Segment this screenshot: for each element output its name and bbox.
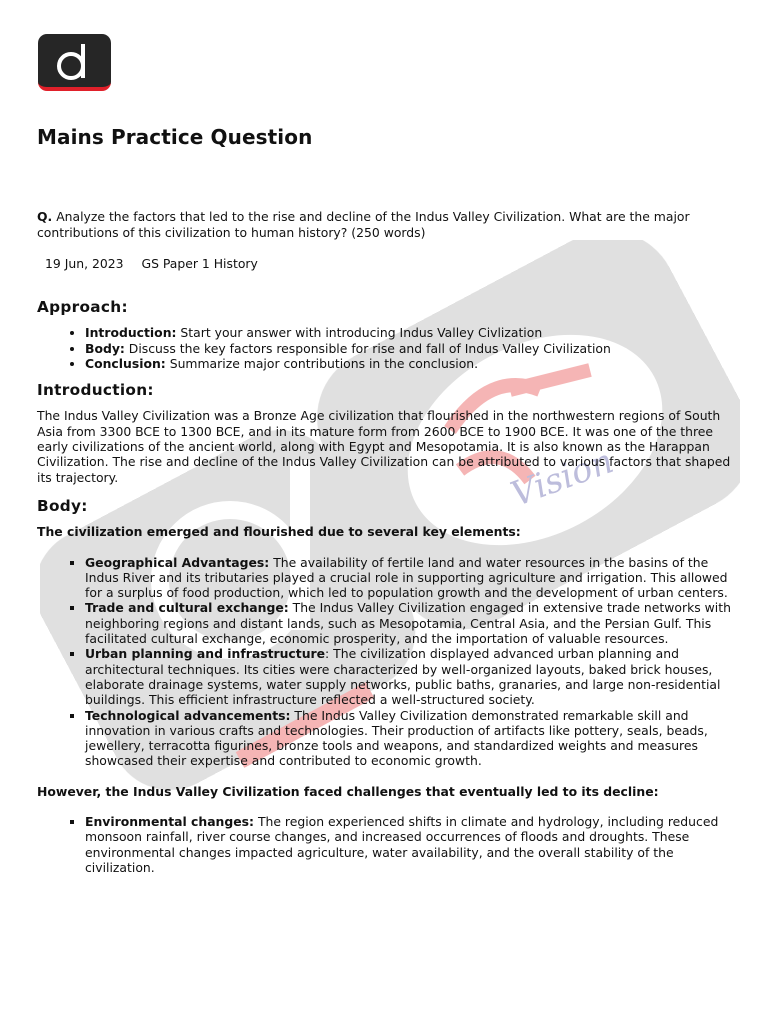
drishti-logo: [38, 34, 111, 91]
question-prefix: Q.: [37, 209, 53, 224]
list-item: ▪ Urban planning and infrastructure: The civilization displayed advanced urban planning and architectural techniques. Its cities were characterized by well-organized layouts, baked brick houses, elaborate drainage systems, water supply networks, public baths, granaries, and large non-residential buildings. This efficient infrastructure reflected a well-structured society.: [85, 646, 737, 707]
approach-heading: Approach:: [37, 298, 128, 316]
list-item: • Introduction: Start your answer with introducing Indus Valley Civlization: [85, 325, 737, 340]
list-item: ▪ Geographical Advantages: The availability of fertile land and water resources in the basins of the Indus River and its tributaries played a crucial role in supporting agriculture and irrigation. This allowed for a surplus of food production, which led to population growth and the development of urban centers.: [85, 555, 737, 601]
introduction-heading: Introduction:: [37, 381, 154, 400]
question-text: Analyze the factors that led to the rise and decline of the Indus Valley Civilization. What are the major contributions of this civilization to human history? (250 words): [37, 209, 690, 240]
introduction-text: The Indus Valley Civilization was a Bronze Age civilization that flourished in the northwestern regions of South Asia from 3300 BCE to 1300 BCE, and in its mature form from 2600 BCE to 1900 BCE. It was one of the three early civilizations of the ancient world, along with Egypt and Mesopotamia. It is also known as the Harappan Civilization. The rise and decline of the Indus Valley Civilization can be attributed to various factors that shaped its trajectory.: [37, 408, 731, 485]
question-paper-tag[interactable]: GS Paper 1 History: [141, 256, 258, 271]
list-item: • Body: Discuss the key factors responsible for rise and fall of Indus Valley Civilization: [85, 341, 737, 356]
approach-list: [37, 325, 737, 371]
decline-intro: However, the Indus Valley Civilization faced challenges that eventually led to its decline:: [37, 783, 659, 799]
list-item: • Conclusion: Summarize major contributions in the conclusion.: [85, 356, 737, 371]
svg-text:Vision: Vision: [505, 441, 619, 515]
decline-factors-list: [37, 814, 737, 875]
page-title: Mains Practice Question: [37, 125, 313, 149]
list-item: ▪ Technological advancements: The Indus Valley Civilization demonstrated remarkable skill and innovation in various crafts and technologies. Their production of artifacts like pottery, seals, beads, jewellery, terracotta figurines, bronze tools and weapons, and standardized weights and measures showcased their expertise and contributed to economic growth.: [85, 708, 737, 769]
body-heading: Body:: [37, 496, 88, 515]
logo-d-glyph: [38, 34, 111, 87]
rise-factors-list: [37, 555, 737, 769]
question: [37, 209, 727, 240]
question-meta: [45, 256, 258, 271]
answer-body: [37, 300, 737, 875]
list-item: ▪ Environmental changes: The region experienced shifts in climate and hydrology, including reduced monsoon rainfall, river course changes, and increased occurrences of floods and droughts. These environmental changes impacted agriculture, water availability, and the overall stability of the civilization.: [85, 814, 737, 875]
question-date: 19 Jun, 2023: [45, 256, 124, 271]
list-item: ▪ Trade and cultural exchange: The Indus Valley Civilization engaged in extensive trade networks with neighboring regions and distant lands, such as Mesopotamia, Central Asia, and the Persian Gulf. This facilitated cultural exchange, economic prosperity, and the importation of valuable resources.: [85, 600, 737, 646]
rise-intro: The civilization emerged and flourished due to several key elements:: [37, 524, 521, 540]
